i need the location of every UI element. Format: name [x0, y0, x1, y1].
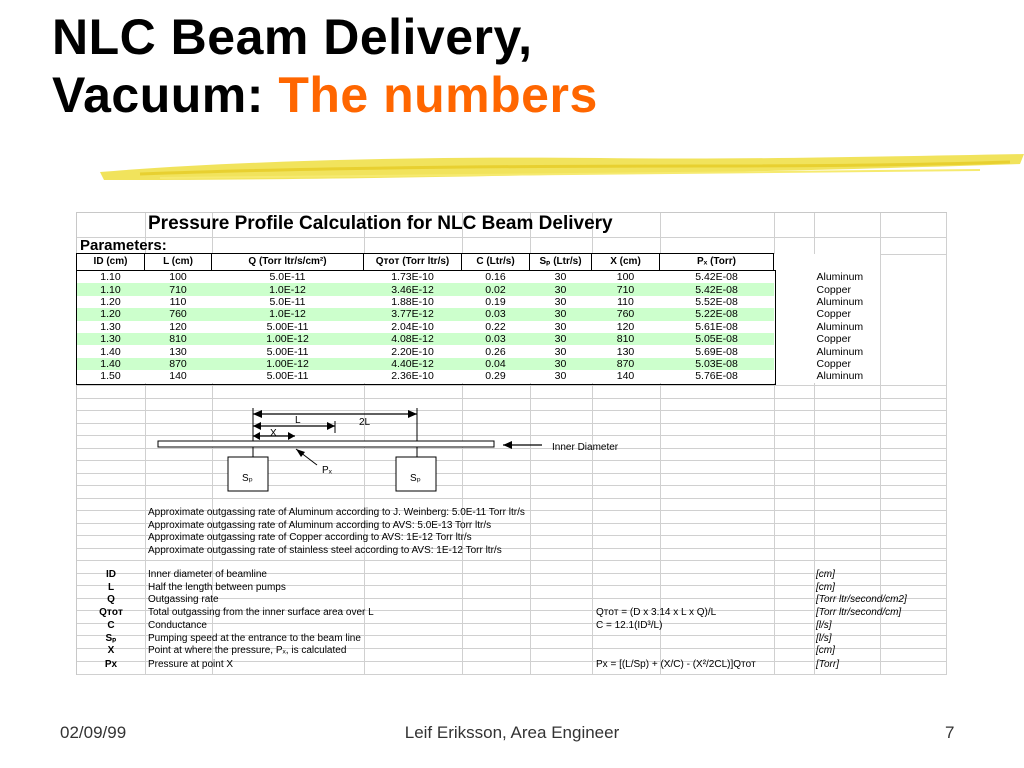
note-steel-avs: Approximate outgassing rate of stainless steel according to AVS: 1E-12 Torr ltr/s: [148, 545, 502, 556]
table-row: 1.20 760 1.0E-12 3.77E-12 0.03 30 760 5.22E-08 Copper: [77, 308, 880, 320]
table-row: 1.30 120 5.00E-11 2.04E-10 0.22 30 120 5.61E-08 Aluminum: [77, 321, 880, 333]
col-header-id: ID (cm): [77, 254, 145, 271]
label-px: Pₓ: [322, 465, 332, 476]
definition-row: X Point at where the pressure, Pₓ, is calculated [cm]: [107, 645, 835, 657]
title-accent: The numbers: [278, 67, 598, 123]
label-inner-diameter: Inner Diameter: [552, 442, 619, 453]
table-row: 1.30 810 1.00E-12 4.08E-12 0.03 30 810 5.05E-08 Copper: [77, 333, 880, 345]
table-row: 1.20 110 5.0E-11 1.88E-10 0.19 30 110 5.52E-08 Aluminum: [77, 296, 880, 308]
col-header-c: C (Ltr/s): [462, 254, 530, 271]
col-header-x: X (cm): [592, 254, 660, 271]
beamline-diagram: [150, 405, 650, 495]
col-header-sp: Sₚ (Ltr/s): [530, 254, 592, 271]
material-label: Aluminum: [814, 370, 880, 382]
table-row: 1.10 100 5.0E-11 1.73E-10 0.16 30 100 5.42E-08 Aluminum: [77, 271, 880, 284]
definition-row: C Conductance C = 12.1(ID³/L) [l/s]: [107, 619, 832, 631]
definition-row: L Half the length between pumps [cm]: [107, 581, 835, 593]
label-sp-left: Sₚ: [242, 473, 253, 484]
table-row: 1.40 130 5.00E-11 2.20E-10 0.26 30 130 5.69E-08 Aluminum: [77, 345, 880, 357]
note-aluminum-avs: Approximate outgassing rate of Aluminum according to AVS: 5.0E-13 Torr ltr/s: [148, 520, 492, 531]
slide-title: [52, 8, 598, 124]
sheet-title: Pressure Profile Calculation for NLC Beam Delivery: [148, 213, 613, 234]
table-row: 1.10 710 1.0E-12 3.46E-12 0.02 30 710 5.42E-08 Copper: [77, 283, 880, 295]
definition-row: Px Pressure at point X Px = [(L/Sp) + (X/C) - (X²/2CL)]Qᴛᴏᴛ [Torr]: [104, 659, 839, 670]
definition-row: Qᴛᴏᴛ Total outgassing from the inner surface area over L Qᴛᴏᴛ = (D x 3.14 x L x Q)/L [Torr ltr/second/cm]: [99, 607, 902, 619]
col-header-px: Pₓ (Torr): [660, 254, 774, 271]
material-label: Copper: [814, 283, 880, 295]
label-x: X: [270, 428, 277, 439]
table-row: 1.40 870 1.00E-12 4.40E-12 0.04 30 870 5.03E-08 Copper: [77, 358, 880, 370]
title-line-2: [52, 66, 598, 124]
label-sp-right: Sₚ: [410, 473, 421, 484]
highlight-stroke: [100, 150, 1024, 186]
material-label: Aluminum: [814, 321, 880, 333]
title-plain: Vacuum:: [52, 67, 264, 123]
parameters-label: Parameters:: [80, 237, 167, 254]
material-label: Copper: [814, 308, 880, 320]
definition-row: Sₚ Pumping speed at the entrance to the beam line [l/s]: [105, 632, 832, 644]
material-label: Copper: [814, 333, 880, 345]
material-label: Aluminum: [814, 271, 880, 284]
label-l: L: [295, 415, 301, 426]
label-2l: 2L: [359, 417, 371, 428]
definition-row: ID Inner diameter of beamline [cm]: [106, 569, 835, 580]
col-header-qtot: Qᴛᴏᴛ (Torr ltr/s): [364, 254, 462, 271]
footer-author: Leif Eriksson, Area Engineer: [404, 723, 620, 742]
note-aluminum-weinberg: Approximate outgassing rate of Aluminum according to J. Weinberg: 5.0E-11 Torr ltr/s: [148, 507, 525, 518]
material-label: Aluminum: [814, 296, 880, 308]
footer-page-number: 7: [945, 723, 955, 742]
col-header-q: Q (Torr ltr/s/cm²): [212, 254, 364, 271]
definition-row: Q Outgassing rate [Torr ltr/second/cm2]: [107, 594, 907, 606]
material-label: Copper: [814, 358, 880, 370]
material-label: Aluminum: [814, 345, 880, 357]
footer-date: 02/09/99: [60, 723, 127, 742]
parameters-table: [76, 253, 880, 383]
note-copper-avs: Approximate outgassing rate of Copper according to AVS: 1E-12 Torr ltr/s: [148, 532, 472, 543]
title-line-1: NLC Beam Delivery,: [52, 9, 533, 65]
col-header-l: L (cm): [145, 254, 212, 271]
table-row: 1.50 140 5.00E-11 2.36E-10 0.29 30 140 5.76E-08 Aluminum: [77, 370, 880, 382]
